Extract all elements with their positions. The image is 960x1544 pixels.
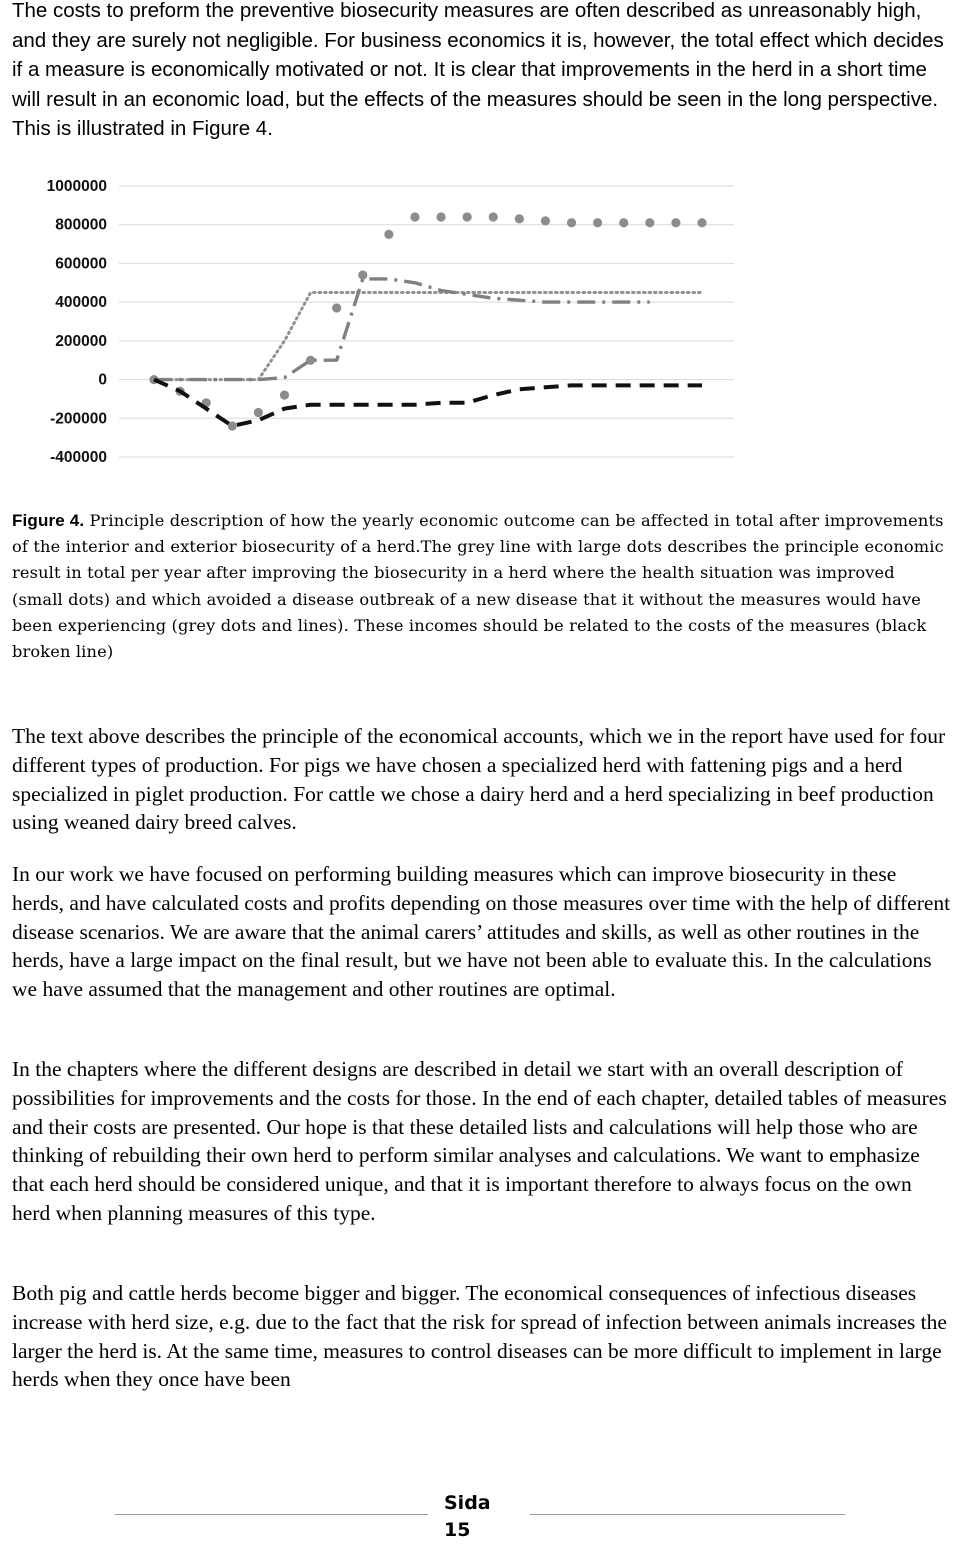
intro-paragraph: The costs to preform the preventive biosecurity measures are often described as unreasonably high, and they are surely not negligible. For business economics it is, however, the total effect which decides if a measure is economically motivated or not. It is clear that improvements in the herd in a short time will result in an economic load, but the effects of the measures should be seen in the long perspective. This is illustrated in Figure 4. [12,0,944,140]
paragraph-chapters: In the chapters where the different designs are described in detail we start with an overall description of possibilities for improvements and the costs for those. In the end of each chapter, detailed tables of measures and their costs are presented. Our hope is that these detailed lists and calculations will help those who are thinking of rebuilding their own herd to perform similar analyses and calculations. We want to emphasize that each herd should be considered unique, and that it is important therefore to always focus on the own herd when planning measures of this type. [12,1057,947,1225]
series-large-grey-dots-point [254,408,263,417]
series-large-grey-dots-point [463,212,472,221]
caption-text: Principle description of how the yearly economic outcome can be affected in total after improvements of the interior and exterior biosecurity of a herd.The grey line with large dots describes the principle economic result in total per year after improving the biosecurity in a herd where the health situation was improved (small dots) and which avoided a disease outbreak of a new disease that it without the measures would have been experiencing (grey dots and lines). These incomes should be related to the costs of the measures (black broken line) [12,511,944,662]
footer-rule-left [115,1514,428,1515]
series-large-grey-dots-point [436,212,445,221]
series-large-grey-dots-point [489,212,498,221]
series-large-grey-dots-point [619,218,628,227]
series-large-grey-dots-point [384,230,393,239]
chart-svg [22,170,742,470]
series-large-grey-dots-point [567,218,576,227]
footer-rule-right [530,1514,845,1515]
caption-label: Figure 4. [12,511,85,530]
series-large-grey-dots-point [645,218,654,227]
y-tick-label: 400000 [55,294,107,312]
series-large-grey-dots-point [697,218,706,227]
y-tick-label: -400000 [50,449,107,466]
series-large-grey-dots-point [358,270,367,279]
series-large-grey-dots-point [280,390,289,399]
paragraph-building-measures: In our work we have focused on performing building measures which can improve biosecurity in these herds, and have calculated costs and profits depending on those measures over time with the help of different disease scenarios. We are aware that the animal carers’ attitudes and skills, as well as other routines in the herds, have a large impact on the final result, but we have not been able to evaluate this. In the calculations we have assumed that the management and other routines are optimal. [12,862,951,1002]
y-tick-label: -200000 [50,410,107,428]
page-number: Sida 15 [444,1492,491,1541]
y-tick-label: 800000 [55,216,107,234]
figure-caption [12,508,947,665]
paragraph-herd-size: Both pig and cattle herds become bigger and bigger. The economical consequences of infectious diseases increase with herd size, e.g. due to the fact that the risk for spread of infection between animals increases the larger the herd is. At the same time, measures to control diseases can be more difficult to implement in large herds when they once have been [12,1281,947,1392]
y-tick-label: 0 [98,371,107,389]
series-grey-dots-and-lines-line [154,279,650,380]
figure-4-chart [22,170,742,470]
series-small-dots-line [154,293,702,380]
series-large-grey-dots-point [332,303,341,312]
paragraph-accounts: The text above describes the principle of the economical accounts, which we in the report have used for four different types of production. For pigs we have chosen a specialized herd with fattening pigs and a herd specialized in piglet production. For cattle we chose a dairy herd and a herd specializing in beef production using weaned dairy breed calves. [12,724,946,835]
y-tick-label: 1000000 [46,178,107,195]
series-large-grey-dots-point [671,218,680,227]
y-tick-label: 600000 [55,255,107,273]
series-large-grey-dots-point [515,214,524,223]
series-large-grey-dots-point [541,216,550,225]
series-black-broken-line-line [154,380,702,426]
series-large-grey-dots-point [410,212,419,221]
series-large-grey-dots-point [593,218,602,227]
y-tick-label: 200000 [55,332,107,350]
